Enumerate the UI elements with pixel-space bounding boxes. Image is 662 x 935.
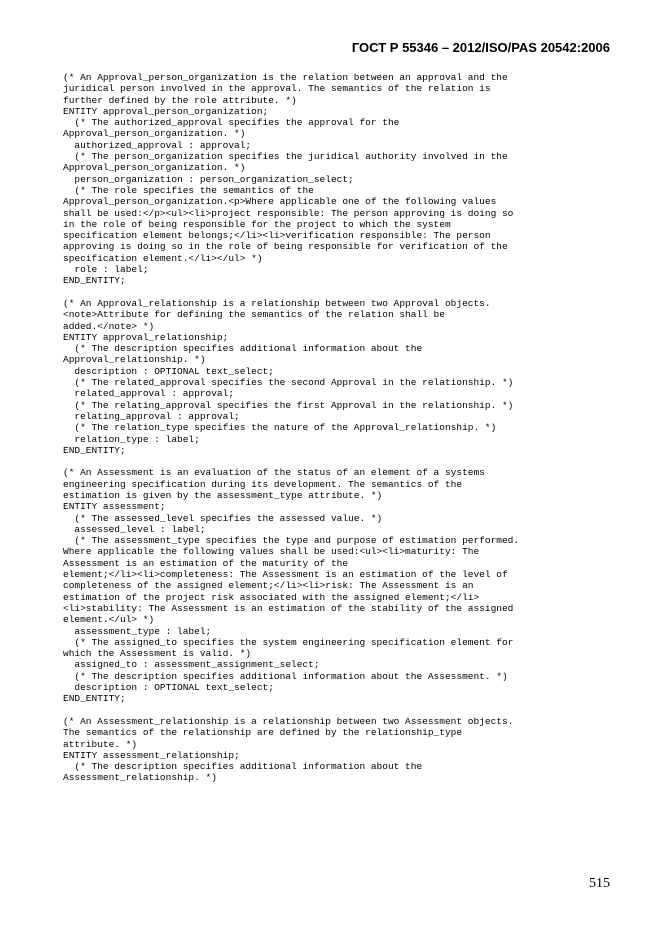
code-line: authorized_approval : approval; <box>63 139 252 151</box>
code-line: added.</note> *) <box>63 320 155 332</box>
code-line: attribute. *) <box>63 738 138 750</box>
code-line: The semantics of the relationship are defined by the relationship_type <box>63 727 463 739</box>
code-line: (* The description specifies additional information about the <box>63 343 423 355</box>
code-line: further defined by the role attribute. *) <box>63 94 297 106</box>
code-line: END_ENTITY; <box>63 275 126 287</box>
code-line: Assessment is an estimation of the maturity of the <box>63 557 349 569</box>
code-line: element.</ul> *) <box>63 614 155 626</box>
express-code-block <box>63 72 623 784</box>
code-line: (* The authorized_approval specifies the approval for the <box>63 117 400 129</box>
code-line: (* The relating_approval specifies the first Approval in the relationship. *) <box>63 399 514 411</box>
code-line: (* The assessed_level specifies the assessed value. *) <box>63 512 383 524</box>
code-line: description : OPTIONAL text_select; <box>63 365 274 377</box>
code-line: ENTITY assessment; <box>63 501 166 513</box>
code-line: ENTITY assessment_relationship; <box>63 749 240 761</box>
code-line: assessed_level : label; <box>63 523 206 535</box>
code-line: related_approval : approval; <box>63 388 235 400</box>
code-line: relating_approval : approval; <box>63 410 240 422</box>
code-line <box>63 456 623 467</box>
code-line: shall be used:</p><ul><li>project responsible: The person approving is doing so <box>63 207 514 219</box>
code-line: <note>Attribute for defining the semantics of the relation shall be <box>63 309 445 321</box>
code-line: (* An Approval_person_organization is the relation between an approval and the <box>63 72 508 83</box>
standard-header: ГОСТ Р 55346 – 2012/ISO/PAS 20542:2006 <box>351 40 610 55</box>
code-line: (* An Assessment_relationship is a relationship between two Assessment objects. <box>63 715 514 727</box>
code-line: ENTITY approval_person_organization; <box>63 105 269 117</box>
code-line: (* The person_organization specifies the juridical authority involved in the <box>63 151 508 163</box>
code-line: specification element belongs;</li><li>verification responsible: The person <box>63 230 491 242</box>
code-line: Assessment_relationship. *) <box>63 772 217 784</box>
code-line: element;</li><li>completeness: The Assessment is an estimation of the level of <box>63 569 508 581</box>
code-line: role : label; <box>63 264 149 276</box>
code-line: Approval_person_organization. *) <box>63 162 246 174</box>
code-line: assigned_to : assessment_assignment_select; <box>63 659 320 671</box>
code-line: ENTITY approval_relationship; <box>63 331 229 343</box>
code-line: person_organization : person_organization_select; <box>63 173 354 185</box>
code-line: (* An Assessment is an evaluation of the status of an element of a systems <box>63 467 485 479</box>
code-line <box>63 287 623 298</box>
code-line: END_ENTITY; <box>63 444 126 456</box>
code-line: which the Assessment is valid. *) <box>63 648 252 660</box>
code-line: Approval_relationship. *) <box>63 354 206 366</box>
code-line: (* The description specifies additional information about the Assessment. *) <box>63 670 508 682</box>
code-line: specification element.</li></ul> *) <box>63 252 263 264</box>
code-line: in the role of being responsible for the project to which the system <box>63 218 451 230</box>
code-line: (* The assessment_type specifies the type and purpose of estimation performed. <box>63 535 520 547</box>
code-line: <li>stability: The Assessment is an estimation of the stability of the assigned <box>63 602 514 614</box>
code-line: (* The relation_type specifies the nature of the Approval_relationship. *) <box>63 422 497 434</box>
code-line: Approval_person_organization.<p>Where applicable one of the following values <box>63 196 497 208</box>
code-line: approving is doing so in the role of being responsible for verification of the <box>63 241 508 253</box>
code-line: estimation of the project risk associated with the assigned element;</li> <box>63 591 480 603</box>
code-line: relation_type : label; <box>63 433 200 445</box>
code-line: juridical person involved in the approval. The semantics of the relation is <box>63 83 491 95</box>
code-line: (* The role specifies the semantics of the <box>63 184 314 196</box>
page-number: 515 <box>589 876 610 891</box>
code-line: (* The description specifies additional information about the <box>63 761 423 773</box>
code-line: assessment_type : label; <box>63 625 212 637</box>
code-line: (* The related_approval specifies the second Approval in the relationship. *) <box>63 377 514 389</box>
code-line <box>63 705 623 716</box>
code-line: engineering specification during its development. The semantics of the <box>63 478 463 490</box>
code-line: (* The assigned_to specifies the system engineering specification element for <box>63 636 514 648</box>
code-line: description : OPTIONAL text_select; <box>63 682 274 694</box>
code-line: estimation is given by the assessment_type attribute. *) <box>63 489 383 501</box>
code-line: Where applicable the following values shall be used:<ul><li>maturity: The <box>63 546 480 558</box>
code-line: END_ENTITY; <box>63 693 126 705</box>
code-line: completeness of the assigned element;</li><li>risk: The Assessment is an <box>63 580 474 592</box>
code-line: (* An Approval_relationship is a relationship between two Approval objects. <box>63 297 491 309</box>
code-line: Approval_person_organization. *) <box>63 128 246 140</box>
